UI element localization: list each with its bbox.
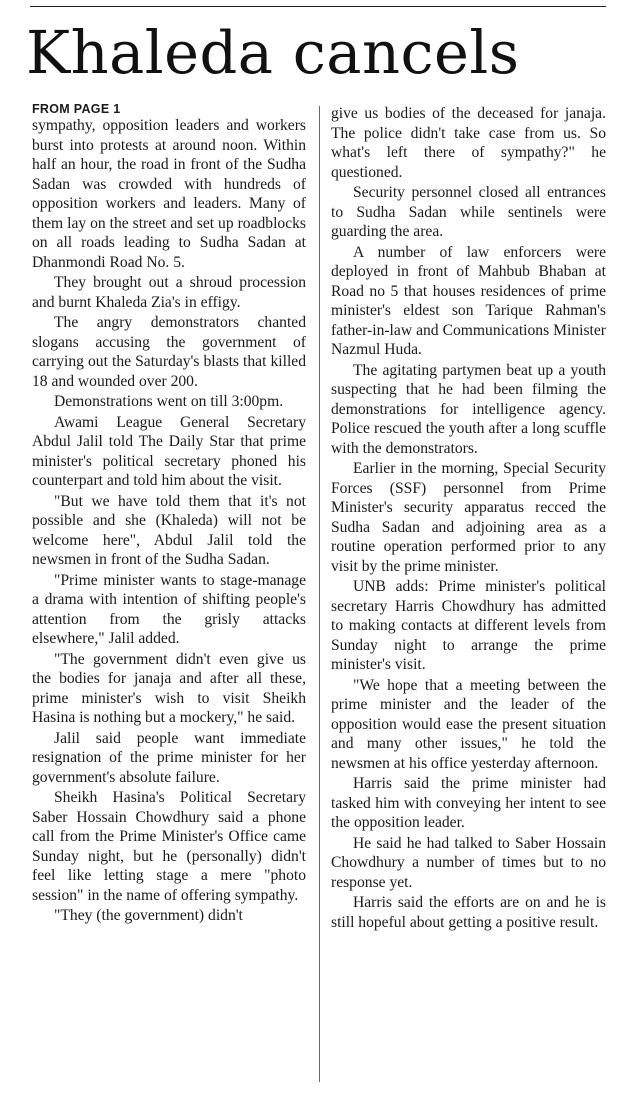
paragraph: Awami League General Secretary Abdul Jalil told The Daily Star that prime minister's political secretary phoned his counterpart and told him about the visit. <box>32 413 306 489</box>
paragraph: "They (the government) didn't <box>54 907 243 924</box>
paragraph: Earlier in the morning, Special Security Forces (SSF) personnel from Prime Minister's security apparatus recced the Sudha Sadan and adjoining area as a routine operation performed prior to any visit by the prime minister. <box>331 460 606 575</box>
paragraph: The agitating partymen beat up a youth suspecting that he had been filming the demonstrations for intelligence agency. Police rescued the youth after a long scuffle with the demonstrators. <box>331 361 606 457</box>
paragraph: They brought out a shroud procession and burnt Khaleda Zia's in effigy. <box>32 274 306 311</box>
paragraph: UNB adds: Prime minister's political secretary Harris Chowdhury has admitted to making contacts at different levels from Sunday night to arrange the prime minister's visit. <box>331 578 606 673</box>
paragraph: A number of law enforcers were deployed in front of Mahbub Bhaban at Road no 5 that houses residences of prime minister's eldest son Tarique Rahman's father-in-law and Communications Minister Nazmul Huda. <box>331 243 606 358</box>
paragraph: "But we have told them that it's not possible and she (Khaleda) will not be welcome here", Abdul Jalil told the newsmen in front of the Sudha Sadan. <box>32 492 306 568</box>
column-divider <box>319 106 320 1082</box>
paragraph: sympathy, opposition leaders and workers burst into protests at around noon. Within half an hour, the road in front of the Sudha Sadan was crowded with hundreds of opposition workers and leaders. Many of them lay on the street and set up roadblocks on all roads leading to Sudha Sadan at Dhanmondi Road No. 5. <box>32 117 306 271</box>
paragraph: Harris said the efforts are on and he is still hopeful about getting a positive result. <box>331 894 606 931</box>
column-2 <box>331 104 606 932</box>
paragraph: Demonstrations went on till 3:00pm. <box>54 393 284 410</box>
paragraph: "The government didn't even give us the bodies for janaja and after all these, prime minister's wish to visit Sheikh Hasina is nothing but a mockery," he said. <box>32 650 306 726</box>
paragraph: Sheikh Hasina's Political Secretary Saber Hossain Chowdhury said a phone call from the Prime Minister's Office came Sunday night, but he (personally) didn't feel like letting stage a mere "photo session" in the name of offering sympathy. <box>32 789 306 904</box>
paragraph: "We hope that a meeting between the prime minister and the leader of the opposition would ease the present situation and many other issues," he told the newsmen at his office yesterday afternoon. <box>331 676 606 772</box>
headline: Khaleda cancels <box>26 18 520 87</box>
paragraph: Harris said the prime minister had tasked him with conveying her intent to see the opposition leader. <box>331 775 606 831</box>
paragraph: He said he had talked to Saber Hossain Chowdhury a number of times but to no response yet. <box>331 834 606 891</box>
top-rule <box>30 6 606 7</box>
from-page-kicker: FROM PAGE 1 <box>32 102 121 116</box>
paragraph: "Prime minister wants to stage-manage a drama with intention of shifting people's attention from the grisly attacks elsewhere," Jalil added. <box>32 571 306 647</box>
column-1 <box>32 102 306 926</box>
paragraph: Security personnel closed all entrances to Sudha Sadan while sentinels were guarding the area. <box>331 184 606 240</box>
paragraph: The angry demonstrators chanted slogans accusing the government of carrying out the Saturday's blasts that killed 18 and wounded over 200. <box>32 314 306 390</box>
paragraph: give us bodies of the deceased for janaja. The police didn't take case from us. So what's left there of sympathy?" he questioned. <box>331 105 606 181</box>
paragraph: Jalil said people want immediate resignation of the prime minister for her government's absolute failure. <box>32 729 306 786</box>
